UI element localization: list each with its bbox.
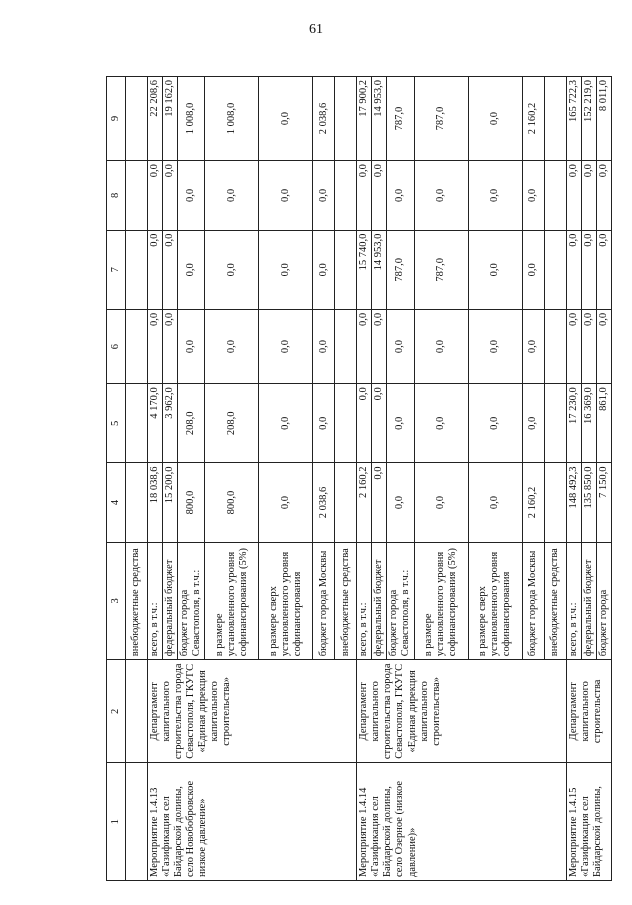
empty-cell xyxy=(126,309,148,383)
value-cell: 0,0 xyxy=(522,230,544,309)
value-cell: 0,0 xyxy=(414,309,468,383)
source-cell: в размере сверх установленного уровня софинансирования xyxy=(468,542,522,660)
value-cell: 7 150,0 xyxy=(596,463,611,542)
source-cell: всего, в т.ч.: xyxy=(148,542,163,660)
source-cell: федеральный бюджет xyxy=(372,542,387,660)
value-cell: 1 008,0 xyxy=(205,77,259,161)
header-cell: 6 xyxy=(107,309,126,383)
value-cell: 0,0 xyxy=(148,230,163,309)
header-cell: 9 xyxy=(107,77,126,161)
value-cell: 17 230,0 xyxy=(566,384,581,463)
budget-table xyxy=(106,76,612,881)
value-cell: 0,0 xyxy=(387,309,414,383)
value-cell: 800,0 xyxy=(205,463,259,542)
empty-cell xyxy=(126,230,148,309)
value-cell: 2 038,6 xyxy=(313,77,335,161)
source-cell: бюджет города Севастополя, в т.ч.: xyxy=(178,542,205,660)
empty-cell xyxy=(544,77,566,161)
empty-cell xyxy=(126,384,148,463)
source-cell: федеральный бюджет xyxy=(163,542,178,660)
value-cell: 0,0 xyxy=(566,230,581,309)
empty-cell xyxy=(126,77,148,161)
value-cell: 0,0 xyxy=(468,77,522,161)
source-cell: бюджет города xyxy=(596,542,611,660)
empty-cell xyxy=(335,161,357,231)
value-cell: 0,0 xyxy=(259,230,313,309)
value-cell: 0,0 xyxy=(468,384,522,463)
value-cell: 0,0 xyxy=(259,309,313,383)
value-cell: 0,0 xyxy=(522,309,544,383)
source-cell: бюджет города Москвы xyxy=(313,542,335,660)
value-cell: 152 219,0 xyxy=(581,77,596,161)
empty-cell xyxy=(335,463,357,542)
header-cell: 8 xyxy=(107,161,126,231)
value-cell: 0,0 xyxy=(414,384,468,463)
value-cell: 787,0 xyxy=(414,230,468,309)
empty-cell xyxy=(126,763,148,881)
value-cell: 0,0 xyxy=(596,309,611,383)
empty-cell xyxy=(544,309,566,383)
value-cell: 0,0 xyxy=(313,230,335,309)
value-cell: 8 011,0 xyxy=(596,77,611,161)
value-cell: 15 740,0 xyxy=(357,230,372,309)
value-cell: 208,0 xyxy=(205,384,259,463)
value-cell: 0,0 xyxy=(581,230,596,309)
value-cell: 0,0 xyxy=(205,161,259,231)
empty-cell xyxy=(544,463,566,542)
header-cell: 1 xyxy=(107,763,126,881)
value-cell: 1 008,0 xyxy=(178,77,205,161)
value-cell: 0,0 xyxy=(596,230,611,309)
value-cell: 0,0 xyxy=(357,309,372,383)
value-cell: 0,0 xyxy=(387,463,414,542)
source-cell: бюджет города Севастополя, в т.ч.: xyxy=(387,542,414,660)
table-row xyxy=(566,77,581,881)
value-cell: 16 369,0 xyxy=(581,384,596,463)
value-cell: 0,0 xyxy=(313,384,335,463)
value-cell: 17 900,2 xyxy=(357,77,372,161)
header-cell: 4 xyxy=(107,463,126,542)
empty-cell xyxy=(335,230,357,309)
empty-cell xyxy=(544,384,566,463)
value-cell: 15 200,0 xyxy=(163,463,178,542)
empty-cell xyxy=(335,384,357,463)
value-cell: 0,0 xyxy=(566,309,581,383)
value-cell: 0,0 xyxy=(178,161,205,231)
page-number: 61 xyxy=(309,22,323,37)
source-cell: в размере установленного уровня софинансирования (5%) xyxy=(414,542,468,660)
value-cell: 0,0 xyxy=(468,161,522,231)
value-cell: 0,0 xyxy=(387,384,414,463)
value-cell: 4 170,0 xyxy=(148,384,163,463)
executor-cell: Департамент капитального строительства города Севастополя, ГКУГС «Единая дирекция капитального строительства» xyxy=(357,660,566,763)
value-cell: 0,0 xyxy=(148,161,163,231)
value-cell: 165 722,3 xyxy=(566,77,581,161)
header-cell: 3 xyxy=(107,542,126,660)
source-cell: всего, в т.ч.: xyxy=(566,542,581,660)
value-cell: 0,0 xyxy=(387,161,414,231)
value-cell: 0,0 xyxy=(372,384,387,463)
value-cell: 19 162,0 xyxy=(163,77,178,161)
value-cell: 14 953,0 xyxy=(372,230,387,309)
value-cell: 787,0 xyxy=(414,77,468,161)
value-cell: 0,0 xyxy=(596,161,611,231)
value-cell: 3 962,0 xyxy=(163,384,178,463)
value-cell: 0,0 xyxy=(205,309,259,383)
executor-cell: Департамент капитального строительства xyxy=(566,660,611,763)
source-cell: в размере установленного уровня софинансирования (5%) xyxy=(205,542,259,660)
value-cell: 0,0 xyxy=(522,384,544,463)
header-row xyxy=(107,77,126,881)
value-cell: 0,0 xyxy=(357,161,372,231)
header-cell: 2 xyxy=(107,660,126,763)
value-cell: 0,0 xyxy=(259,161,313,231)
value-cell: 0,0 xyxy=(414,161,468,231)
event-name-cell: Мероприятие 1.4.13 «Газификация сел Байдарской долины, село Новобобровское низкое давление» xyxy=(148,763,357,881)
value-cell: 148 492,3 xyxy=(566,463,581,542)
source-cell: всего, в т.ч.: xyxy=(357,542,372,660)
value-cell: 0,0 xyxy=(178,230,205,309)
value-cell: 0,0 xyxy=(522,161,544,231)
value-cell: 0,0 xyxy=(163,230,178,309)
source-cell: внебюджетные средства xyxy=(126,542,148,660)
value-cell: 2 160,2 xyxy=(522,463,544,542)
value-cell: 0,0 xyxy=(163,161,178,231)
value-cell: 0,0 xyxy=(313,161,335,231)
empty-cell xyxy=(126,161,148,231)
value-cell: 0,0 xyxy=(357,384,372,463)
empty-cell xyxy=(544,161,566,231)
table-row xyxy=(357,77,372,881)
value-cell: 0,0 xyxy=(313,309,335,383)
value-cell: 0,0 xyxy=(372,309,387,383)
value-cell: 0,0 xyxy=(566,161,581,231)
source-cell: внебюджетные средства xyxy=(544,542,566,660)
source-cell: внебюджетные средства xyxy=(335,542,357,660)
header-cell: 7 xyxy=(107,230,126,309)
value-cell: 2 160,2 xyxy=(357,463,372,542)
value-cell: 0,0 xyxy=(259,463,313,542)
empty-cell xyxy=(544,230,566,309)
value-cell: 2 160,2 xyxy=(522,77,544,161)
value-cell: 0,0 xyxy=(414,463,468,542)
value-cell: 0,0 xyxy=(468,463,522,542)
header-cell: 5 xyxy=(107,384,126,463)
value-cell: 0,0 xyxy=(259,77,313,161)
source-cell: в размере сверх установленного уровня софинансирования xyxy=(259,542,313,660)
value-cell: 0,0 xyxy=(205,230,259,309)
value-cell: 14 953,0 xyxy=(372,77,387,161)
value-cell: 0,0 xyxy=(163,309,178,383)
value-cell: 0,0 xyxy=(259,384,313,463)
table-row xyxy=(126,77,148,881)
value-cell: 0,0 xyxy=(581,161,596,231)
table-frame xyxy=(106,76,609,881)
value-cell: 861,0 xyxy=(596,384,611,463)
event-name-cell: Мероприятие 1.4.14 «Газификация сел Байдарской долины, село Озерное (низкое давление)» xyxy=(357,763,566,881)
value-cell: 0,0 xyxy=(178,309,205,383)
value-cell: 787,0 xyxy=(387,77,414,161)
value-cell: 0,0 xyxy=(148,309,163,383)
value-cell: 0,0 xyxy=(372,463,387,542)
source-cell: федеральный бюджет xyxy=(581,542,596,660)
source-cell: бюджет города Москвы xyxy=(522,542,544,660)
value-cell: 18 038,6 xyxy=(148,463,163,542)
value-cell: 0,0 xyxy=(372,161,387,231)
value-cell: 22 208,6 xyxy=(148,77,163,161)
rotated-table-wrapper xyxy=(106,76,609,881)
empty-cell xyxy=(126,463,148,542)
value-cell: 2 038,6 xyxy=(313,463,335,542)
value-cell: 0,0 xyxy=(468,309,522,383)
value-cell: 135 850,0 xyxy=(581,463,596,542)
table-row xyxy=(148,77,163,881)
event-name-cell: Мероприятие 1.4.15 «Газификация сел Байдарской долины, xyxy=(566,763,611,881)
value-cell: 0,0 xyxy=(581,309,596,383)
value-cell: 787,0 xyxy=(387,230,414,309)
executor-cell: Департамент капитального строительства города Севастополя, ГКУГС «Единая дирекция капитального строительства» xyxy=(148,660,357,763)
value-cell: 208,0 xyxy=(178,384,205,463)
empty-cell xyxy=(335,77,357,161)
empty-cell xyxy=(126,660,148,763)
empty-cell xyxy=(335,309,357,383)
value-cell: 800,0 xyxy=(178,463,205,542)
value-cell: 0,0 xyxy=(468,230,522,309)
